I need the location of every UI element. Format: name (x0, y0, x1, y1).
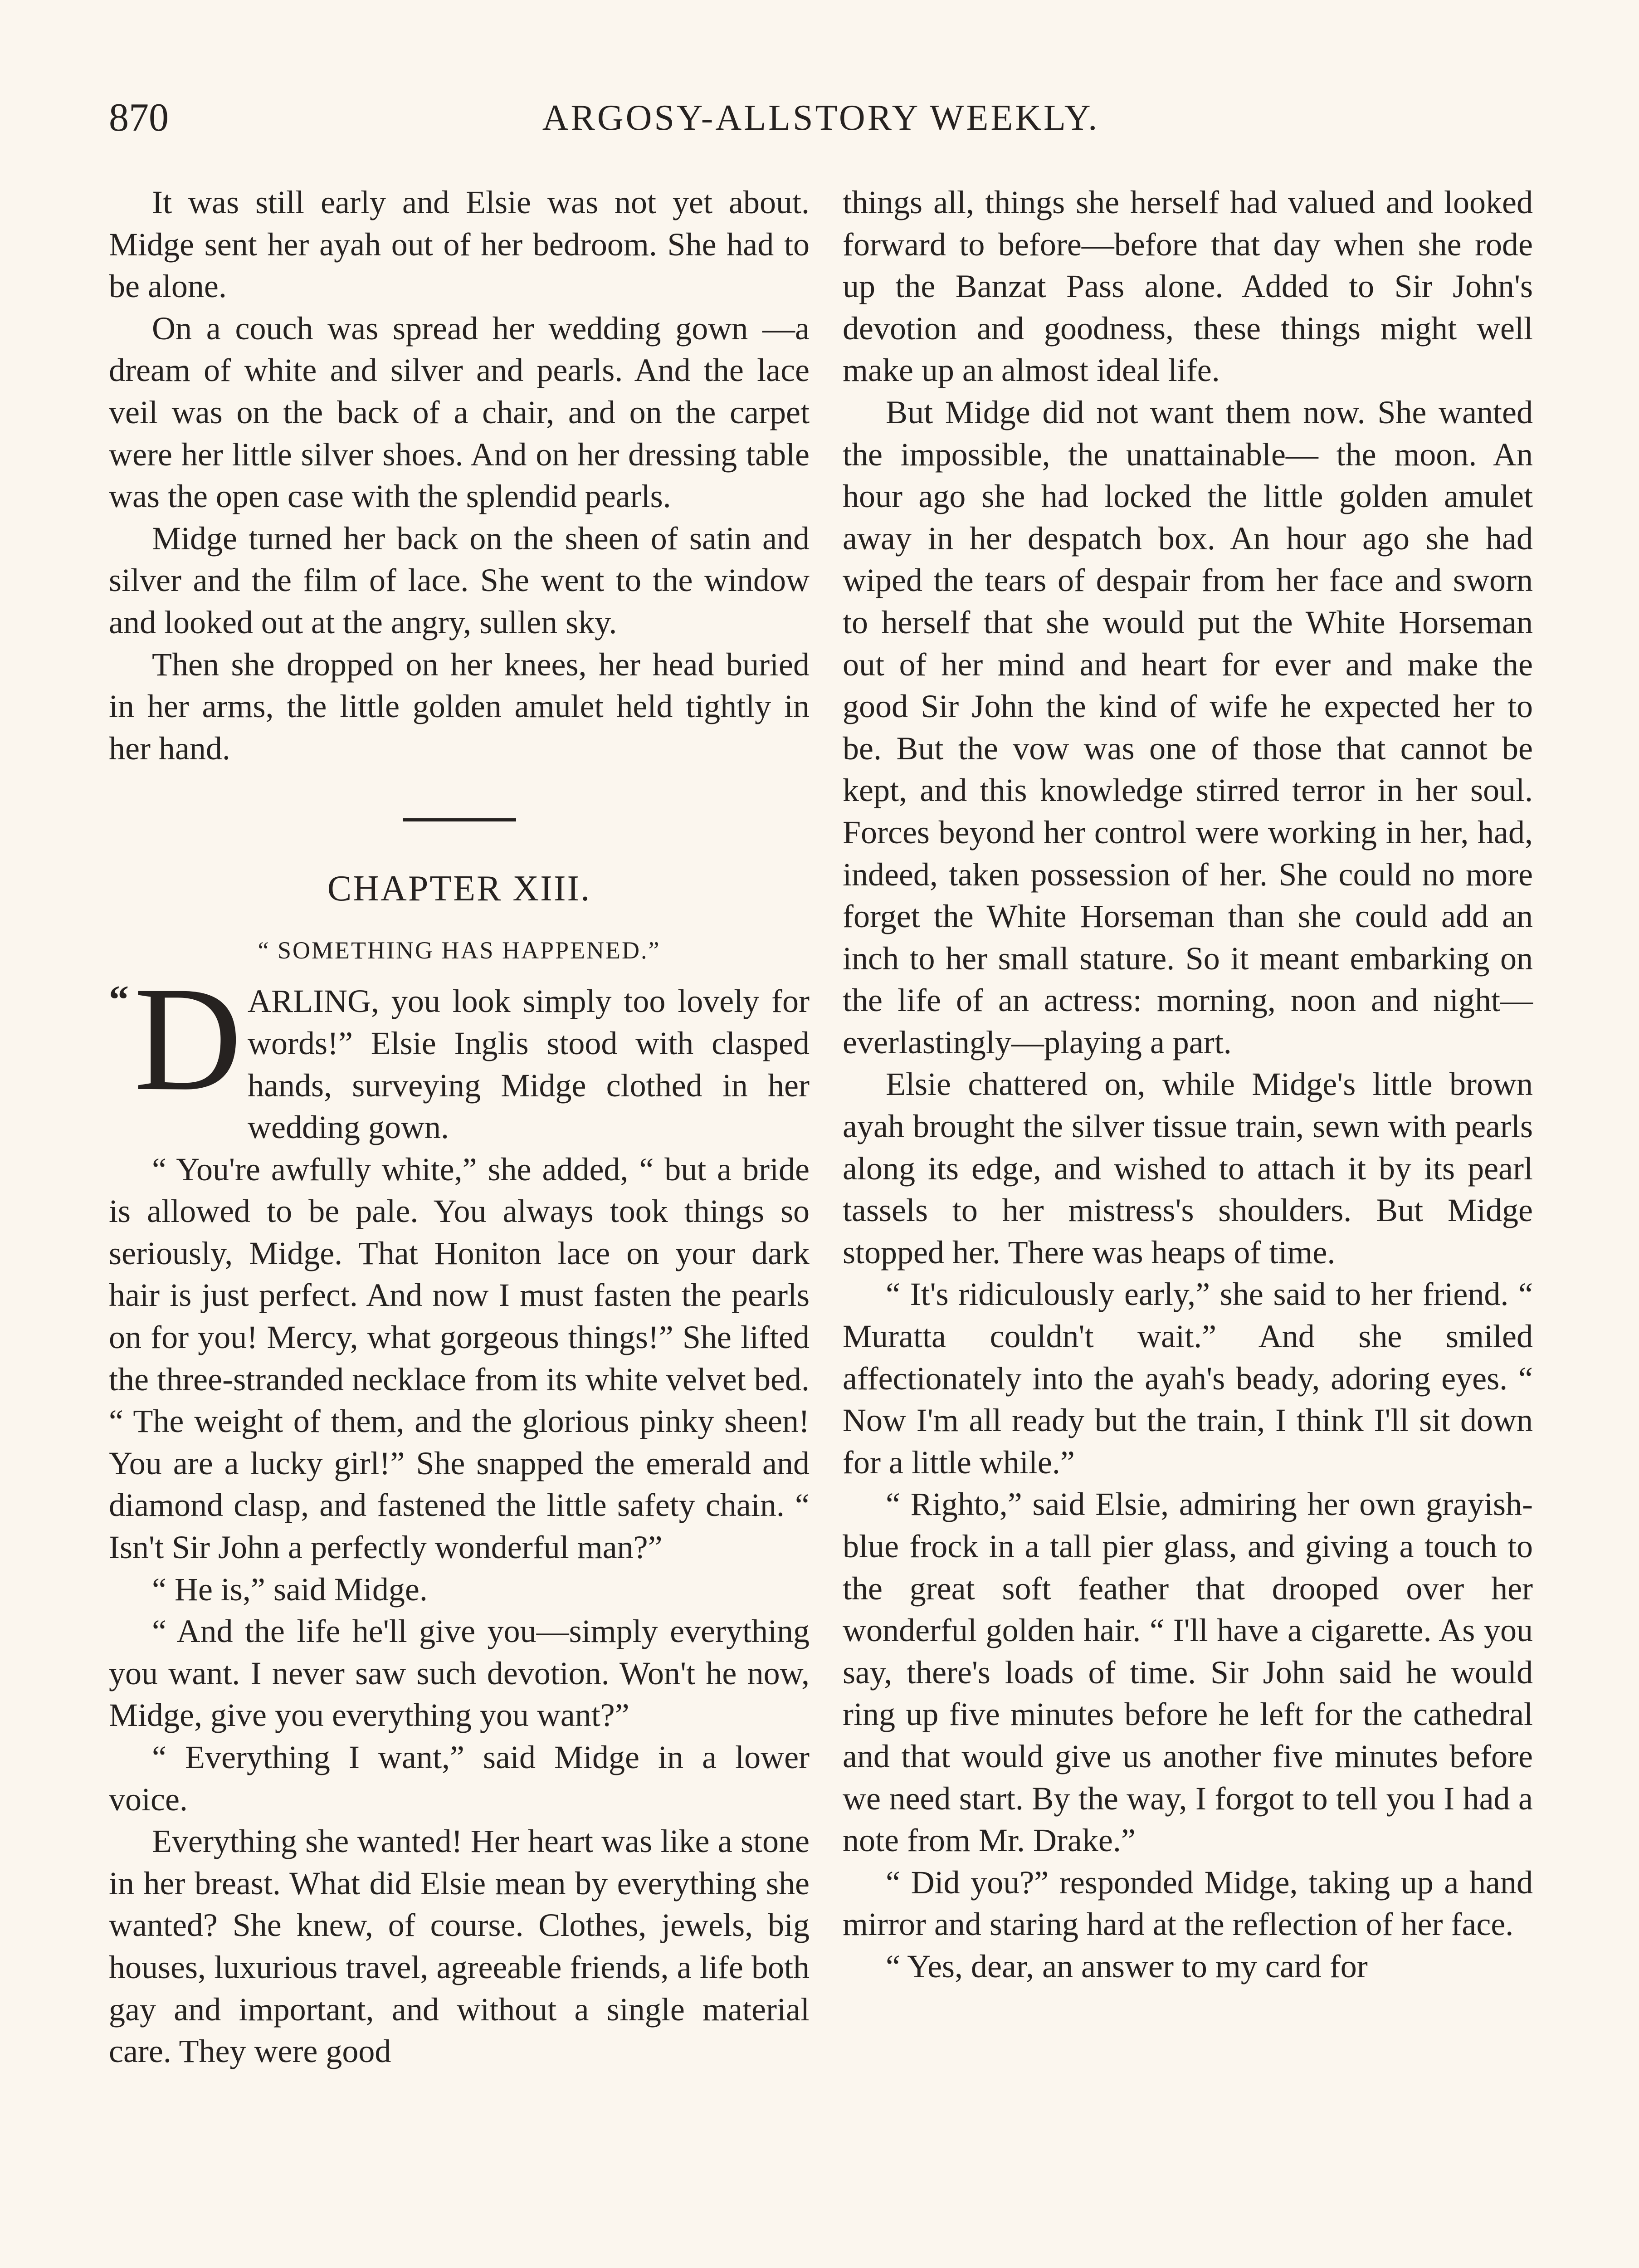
section-divider (403, 818, 516, 821)
chapter-title: CHAPTER XIII. (327, 869, 591, 909)
paragraph: “ It's ridiculously early,” she said to her friend. “ Muratta couldn't wait.” And she smiled affectionately into the ayah's beady, adoring eyes. “ Now I'm all ready but the train, I think I'll sit down for a little while.” (843, 1276, 1533, 1481)
paragraph: Everything she wanted! Her heart was like a stone in her breast. What did Elsie mean by everything she wanted? She knew, of course. Clothes, jewels, big houses, luxurious travel, agreeable friends, a life both gay and important, and without a single material care. They were good (109, 1823, 810, 2070)
paragraph: It was still early and Elsie was not yet about. Midge sent her ayah out of her bedroom. She had to be alone. (109, 184, 810, 305)
page-number: 870 (109, 96, 169, 140)
drop-cap: D (134, 956, 242, 1122)
paragraph: “ And the life he'll give you—simply everything you want. I never saw such devotion. Won't he now, Midge, give you everything you want?” (109, 1613, 810, 1734)
chapter-subtitle: “ SOMETHING HAS HAPPENED.” (258, 937, 661, 964)
drop-cap-quote: “ (109, 978, 129, 1022)
paragraph: “ Righto,” said Elsie, admiring her own grayish-blue frock in a tall pier glass, and giving a touch to the great soft feather that drooped over her wonderful golden hair. “ I'll have a cigarette. As you say, there's loads of time. Sir John said he would ring up five minutes before he left for the cathedral and that would give us another five minutes before we need start. By the way, I forgot to tell you I had a note from Mr. Drake.” (843, 1486, 1533, 1859)
running-title: ARGOSY-ALLSTORY WEEKLY. (542, 98, 1100, 138)
paragraph: “ Everything I want,” said Midge in a lower voice. (109, 1739, 810, 1818)
left-column (109, 181, 810, 2072)
paragraph: “ Did you?” responded Midge, taking up a hand mirror and staring hard at the reflection of her face. (843, 1864, 1533, 1943)
drop-cap-block (109, 956, 245, 1122)
paragraph: On a couch was spread her wedding gown —a dream of white and silver and pearls. And the lace veil was on the back of a chair, and on the carpet were her little silver shoes. And on her dressing table was the open case with the splendid pearls. (109, 310, 810, 515)
paragraph: Midge turned her back on the sheen of satin and silver and the film of lace. She went to the window and looked out at the angry, sullen sky. (109, 520, 810, 640)
paragraph: Then she dropped on her knees, her head buried in her arms, the little golden amulet held tightly in her hand. (109, 646, 810, 767)
paragraph: “ You're awfully white,” she added, “ but a bride is allowed to be pale. You always took things so seriously, Midge. That Honiton lace on your dark hair is just perfect. And now I must fasten the pearls on for you! Mercy, what gorgeous things!” She lifted the three-stranded necklace from its white velvet bed. “ The weight of them, and the glorious pinky sheen! You are a lucky girl!” She snapped the emerald and diamond clasp, and fastened the little safety chain. “ Isn't Sir John a perfectly wonderful man?” (109, 1151, 810, 1566)
paragraph: Elsie chattered on, while Midge's little brown ayah brought the silver tissue train, sewn with pearls along its edge, and wished to attach it by its pearl tassels to her mistress's shoulders. But Midge stopped her. There was heaps of time. (843, 1066, 1533, 1271)
right-column (843, 181, 1533, 1988)
chapter-first-paragraph (109, 956, 810, 1148)
paragraph: “ He is,” said Midge. (152, 1571, 428, 1608)
paragraph: But Midge did not want them now. She wanted the impossible, the unattainable— the moon. An hour ago she had locked the little golden amulet away in her despatch box. An hour ago she had wiped the tears of despair from her face and sworn to herself that she would put the White Horseman out of her mind and heart for ever and make the good Sir John the kind of wife he expected her to be. But the vow was one of those that cannot be kept, and this knowledge stirred terror in her soul. Forces beyond her control were working in her, had, indeed, taken possession of her. She could no more forget the White Horseman than she could add an inch to her small stature. So it meant embarking on the life of an actress: morning, noon and night—everlastingly—playing a part. (843, 394, 1533, 1061)
paragraph: “ Yes, dear, an answer to my card for (886, 1948, 1368, 1984)
paragraph-continuation: things all, things she herself had valued and looked forward to before—before that day when she rode up the Banzat Pass alone. Added to Sir John's devotion and goodness, these things might well make up an almost ideal life. (843, 184, 1533, 389)
first-paragraph-text: ARLING, you look simply too lovely for words!” Elsie Inglis stood with clasped hands, surveying Midge clothed in her wedding gown. (248, 983, 810, 1146)
page-header (109, 91, 1533, 145)
